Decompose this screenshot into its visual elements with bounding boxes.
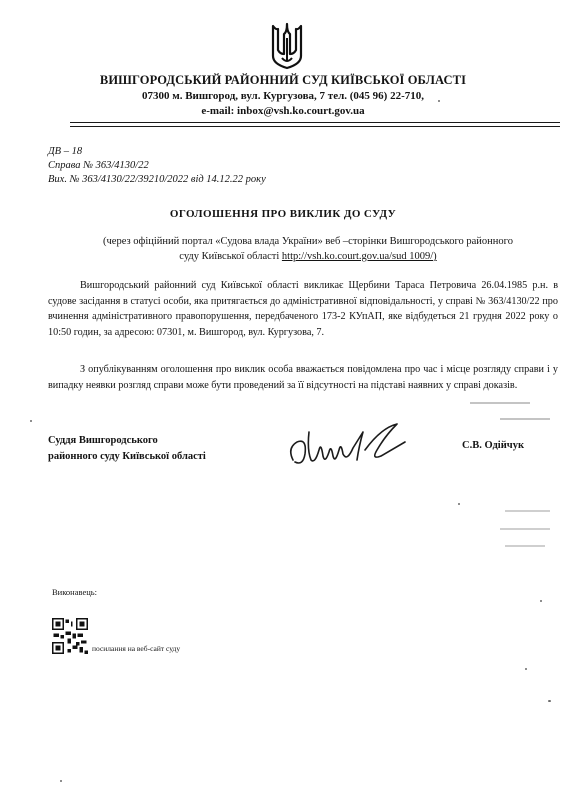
case-number: Справа № 363/4130/22 <box>48 160 149 171</box>
subtitle-line-2: суду Київської області <box>179 251 282 262</box>
subtitle-line-1: (через офіційний портал «Судова влада України» веб –сторінки Вишгородського районного <box>103 236 513 247</box>
scan-speckle <box>60 780 62 782</box>
judge-title <box>48 433 206 464</box>
qr-code-icon[interactable] <box>52 618 88 654</box>
scan-speckle <box>30 420 32 422</box>
judge-title-line-1: Суддя Вишгородського <box>48 435 158 446</box>
paragraph-2-text: З опублікуванням оголошення про виклик особа вважається повідомлена про час і місце розгляду справи і у випадку неявки розгляд справи може бути проведений за її відсутності на підставі наявних у справі доказів. <box>48 364 558 391</box>
document-code: ДВ – 18 <box>48 146 83 157</box>
court-website-link[interactable]: http://vsh.ko.court.gov.ua/sud 1009/) <box>281 251 437 262</box>
scan-speckle <box>458 503 460 505</box>
notice-paragraph-2 <box>48 362 558 393</box>
scan-speckle <box>548 700 551 702</box>
bleed-through-mark <box>505 510 550 512</box>
notice-title: ОГОЛОШЕННЯ ПРО ВИКЛИК ДО СУДУ <box>169 208 397 220</box>
notice-subtitle <box>60 234 556 264</box>
bleed-through-mark <box>500 418 550 420</box>
scan-speckle <box>438 100 440 102</box>
court-email: e-mail: inbox@vsh.ko.court.gov.ua <box>201 105 365 117</box>
scan-speckle <box>525 668 527 670</box>
executor-label: Виконавець: <box>52 587 98 597</box>
bleed-through-mark <box>505 545 545 547</box>
bleed-through-mark <box>470 402 530 404</box>
court-address: 07300 м. Вишгород, вул. Кургузова, 7 тел. (045 96) 22-710, <box>141 90 425 102</box>
judge-name: С.В. Одійчук <box>462 440 524 451</box>
header-rule-top <box>70 122 560 123</box>
bleed-through-mark <box>500 528 550 530</box>
outgoing-number: Вих. № 363/4130/22/39210/2022 від 14.12.22 року <box>48 174 266 185</box>
coat-of-arms-icon <box>270 20 304 70</box>
qr-caption: посилання на веб-сайт суду <box>92 644 181 653</box>
scan-speckle <box>540 600 542 602</box>
court-name: ВИШГОРОДСЬКИЙ РАЙОННИЙ СУД КИЇВСЬКОЇ ОБЛАСТІ <box>99 73 467 87</box>
judge-title-line-2: районного суду Київської області <box>48 450 206 462</box>
header-rule-bottom <box>70 126 560 127</box>
handwritten-signature <box>285 420 415 480</box>
paragraph-1-text: Вишгородський районний суд Київської області викликає Щербини Тараса Петровича 26.04.1985 р.н. в судове засідання в статусі особи, яка притягається до адміністративної відповідальності, у справі № 363/4130/22 про вчинення адміністративного правопорушення, передбаченого 173-2 КУпАП, яке відбудеться 21 грудня 2022 року о 10:50 годин, за адресою: 07301, м. Вишгород, вул. Кургузова, 7. <box>48 280 558 338</box>
notice-paragraph-1 <box>48 278 558 340</box>
